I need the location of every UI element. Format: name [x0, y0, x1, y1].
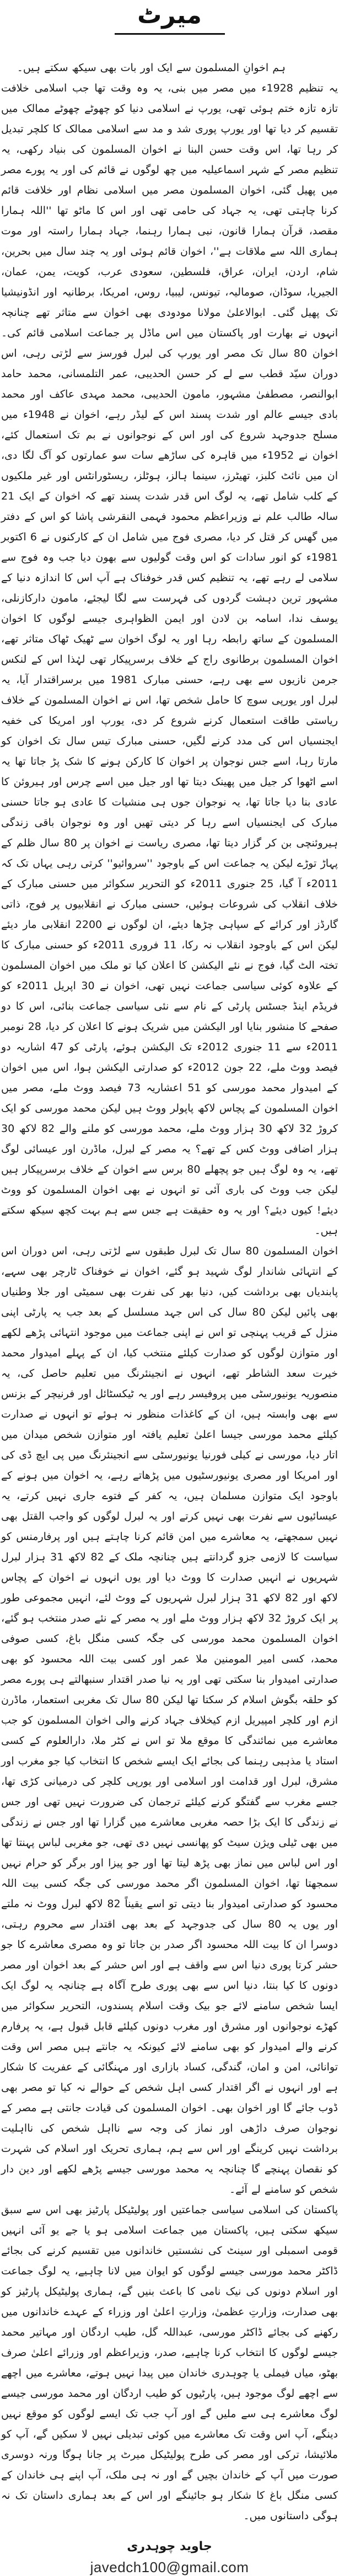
- title-divider: [115, 33, 225, 35]
- paragraph-history: یہ تنظیم 1928ء میں مصر میں بنی، یہ وہ وقت تھا جب اسلامی خلافت تازہ تازہ ختم ہوئی تھی، یورپ نے اسلامی دنیا کو چھوٹے چھوٹے ممالک میں تقسیم کر دیا تھا اور یورپ پوری شد و مد سے اسلامی ممالک کا کلچر تبدیل کر رہا تھا، اس وقت حسن البنا نے اخوان المسلمون کی بنیاد رکھی، یہ تنظیم مصر کے شہر اسماعیلیہ میں چھ لوگوں نے قائم کی اور یہ پورے مصر میں پھیل گئی، اخوان المسلمون مصر میں اسلامی نظام اور خلافت قائم کرنا چاہتی تھی، یہ جہاد کی حامی تھی اور اس کا ماٹو تھا ''اللہ ہمارا مقصد، قرآن ہمارا قانون، نبی ہمارا رہنما، جہاد ہمارا راستہ اور موت ہماری اللہ سے ملاقات ہے''، اخوان قائم ہوئی اور یہ چند سال میں بحرین، شام، اردن، ایران، عراق، فلسطین، سعودی عرب، کویت، یمن، عمان، الجیریا، سوڈان، صومالیہ، تیونس، لیبیا، روس، امریکا، برطانیہ اور انڈونیشیا تک پھیل گئی۔ ابوالاعلیٰ مولانا مودودی بھی اخوان سے متاثر تھے چنانچہ انہوں نے بھارت اور پاکستان میں اس ماڈل پر جماعت اسلامی قائم کی۔ اخوان 80 سال تک مصر اور یورپ کی لبرل فورسز سے لڑتی رہی، اس دوران سیّد قطب سے لے کر حسن الحدیبی، عمر التلمسانی، محمد حامد ابوالنصر، مصطفیٰ مشہور، مامون الحدیبی، محمد مہدی عاکف اور محمد بادی جیسے عالم اور شدت پسند اس کے لیڈر رہے، اخوان نے 1948ء میں مسلح جدوجہد شروع کی اور اس کے نوجوانوں نے بم تک استعمال کئے، اخوان نے 1952ء میں قاہرہ کی ساڑھے سات سو عمارتوں کو آگ لگا دی، ان میں نائٹ کلبز، تھیٹرز، سینما ہالز، ہوٹلز، ریسٹورانٹس اور غیر ملکیوں کے کلب شامل تھے، یہ لوگ اس قدر شدت پسند تھے کہ اخوان کے ایک 21 سالہ طالب علم نے وزیراعظم محمود فہمی النقرشی پاشا کو اس کے دفتر میں گھس کر قتل کر دیا، مصری فوج میں شامل ان کے کارکنوں نے 6 اکتوبر 1981ء کو انور سادات کو اس وقت گولیوں سے بھون دیا جب وہ فوج سے سلامی لے رہے تھے، یہ تنظیم کس قدر خوفناک ہے آپ اس کا اندازہ دنیا کے مشہور ترین دہشت گردوں کی فہرست سے لگا لیجئے، مامون دارکازنلی، یوسف ندا، اسامہ بن لادن اور ایمن الظواہری جیسے لوگوں کا اخوان المسلمون کے ساتھ رابطہ رہا اور یہ لوگ اخوان سے ٹھیک ٹھاک متاثر تھے، اخوان المسلمون برطانوی راج کے خلاف برسرپیکار تھی لہٰذا اس کے لنکس جرمن نازیوں سے بھی رہے، حسنی مبارک 1981 میں برسراقتدار آیا، یہ لبرل اور یورپی سوچ کا حامل شخص تھا، اس نے اخوان المسلمون کے خلاف ریاستی طاقت استعمال کرنے شروع کر دی، یورپ اور امریکا کی خفیہ ایجنسیاں اس کی مدد کرنے لگیں، حسنی مبارک تیس سال تک اخوان کو مارتا رہا، اسے جس نوجوان پر اخوان کا کارکن ہونے کا شک پڑ جاتا تھا یہ اسے اٹھوا کر جیل میں پھینک دیتا تھا اور جیل میں اسے چرس اور ہیروئن کا عادی بنا دیا جاتا تھا، یہ نوجوان جوں ہی منشیات کا عادی ہو جاتا حسنی مبارک کی ایجنسیاں اسے رہا کر دیتی تھیں اور وہ نوجوان باقی زندگی ہیروئنچی بن کر گزار دیتا تھا، مصری ریاست نے اخوان پر 80 سال ظلم کے پہاڑ توڑے لیکن یہ جماعت اس کے باوجود ''سروائیو'' کرتی رہی یہاں تک کہ 2011ء آ گیا، 25 جنوری 2011ء کو التحریر سکوائر میں حسنی مبارک کے خلاف انقلاب کی شروعات ہوئیں، حسنی مبارک نے انقلابیوں پر فوج، ذاتی گارڈز اور کرائے کے سپاہی چڑھا دیئے، ان لوگوں نے 2200 انقلابی مار دیئے لیکن اس کے باوجود انقلاب نہ رکا، 11 فروری 2011ء کو حسنی مبارک کا تختہ الٹ گیا، فوج نے نئے الیکشن کا اعلان کیا تو ملک میں اخوان المسلمون کے علاوہ کوئی سیاسی جماعت نہیں تھی، اخوان نے 30 اپریل 2011ء کو فریڈم اینڈ جسٹس پارٹی کے نام سے نئی سیاسی جماعت بنائی، اس کا دو صفحے کا منشور بنایا اور الیکشن میں شریک ہونے کا اعلان کر دیا، 28 نومبر 2011ء سے 11 جنوری 2012ء تک الیکشن ہوئے، پارٹی کو 47 اشاریہ دو فیصد ووٹ ملے، 22 جون 2012ء کو صدارتی الیکشن ہوا، اس میں اخوان کے امیدوار محمد مورسی کو 51 اعشاریہ 73 فیصد ووٹ ملے، مصر میں اخوان المسلمون کے پچاس لاکھ پاپولر ووٹ ہیں لیکن محمد مورسی کو ایک کروڑ 32 لاکھ 30 ہزار ووٹ ملے، محمد مورسی کو ملنے والے 82 لاکھ 30 ہزار اضافی ووٹ کس کے تھے؟ یہ مصر کے لبرل، ماڈرن اور عیسائی لوگ تھے، یہ وہ لوگ ہیں جو پچھلے 80 برس سے اخوان کے خلاف برسرپیکار ہیں لیکن جب ووٹ کی باری آئی تو انہوں نے بھی اخوان المسلمون کو ووٹ دیئے! کیوں دیئے؟ اور یہ وہ حقیقت ہے جس سے ہم بہت کچھ سیکھ سکتے ہیں۔: [1, 82, 338, 1237]
- author-email: javedch100@gmail.com: [90, 2559, 249, 2575]
- article-header: [0, 0, 339, 35]
- author-name: جاوید چوہدری: [127, 2540, 212, 2553]
- page-title: میرٹ: [137, 1, 202, 29]
- paragraph-analysis: اخوان المسلمون 80 سال تک لبرل طبقوں سے لڑتی رہی، اس دوران اس کے انتہائی شاندار لوگ شہید ہو گئے، اخوان نے خوفناک ٹارچر بھی سہے، پابندیاں بھی برداشت کیں، دنیا بھر کی نفرت بھی سمیٹی اور جلا وطنیاں بھی پائیں لیکن 80 سال کی اس جہد مسلسل کے بعد جب یہ پارٹی اپنی منزل کے قریب پہنچی تو اس نے اپنی جماعت میں موجود انتہائی پڑھے لکھے اور متوازن لوگوں کو صدارت کیلئے منتخب کیا، ان کے پہلے امیدوار محمد خیرت سعد الشاطر تھے، انہوں نے انجینئرنگ میں تعلیم حاصل کی، یہ منصوریہ یونیورسٹی میں پروفیسر رہے اور یہ ٹیکسٹائل اور فرنیچر کے بزنس سے بھی وابستہ ہیں، ان کے کاغذات منظور نہ ہوئے تو انہوں نے صدارت کیلئے محمد مورسی جیسا اعلیٰ تعلیم یافتہ اور متوازن شخص میدان میں اتار دیا، مورسی نے کیلی فورنیا یونیورسٹی سے انجینئرنگ میں پی ایچ ڈی کی اور امریکا اور مصری یونیورسٹیوں میں پڑھاتے رہے، یہ اخوان میں ہونے کے باوجود ایک متوازن مسلمان ہیں، یہ کفر کے فتوے جاری نہیں کرتے، یہ عیسائیوں سے نفرت بھی نہیں کرتے اور یہ لبرل لوگوں کو واجب القتل بھی نہیں سمجھتے، یہ معاشرے میں امن قائم کرنا چاہتے ہیں اور پرفارمنس کو سیاست کا لازمی جزو گردانتے ہیں چنانچہ ملک کے 82 لاکھ 31 ہزار لبرل شہریوں نے انہیں صدارت کا ووٹ دیا اور یوں انہوں نے اخوان کے پچاس لاکھ اور 82 لاکھ 31 ہزار لبرل شہریوں کے ووٹ لئے، انہیں مجموعی طور پر ایک کروڑ 32 لاکھ ہزار ووٹ ملے اور یہ مصر کے نئے صدر منتخب ہو گئے، اخوان المسلمون محمد مورسی کی جگہ کسی منگل باغ، کسی صوفی محمد، کسی امیر المومنین ملا عمر اور کسی بیت اللہ محسود کو بھی صدارتی امیدوار بنا سکتی تھی اور یہ نیا صدر اقتدار سنبھالتے ہی پورے مصر کو حلقہ بگوش اسلام کر سکتا تھا لیکن 80 سال تک مغربی استعمار، ماڈرن ازم اور کلچر امپیریل ازم کیخلاف جہاد کرنے والی اخوان المسلمون کو جب معاشرے میں نمائندگی کا موقع ملا تو اس نے کٹر ملا، دارالعلوم کے کسی استاد یا مذہبی رہنما کی بجائے ایک ایسے شخص کا انتخاب کیا جو مغرب اور مشرق، لبرل اور قدامت اور اسلامی اور یورپی کلچر کی درمیانی کڑی تھا، جسے مغرب سے گفتگو کرنے کیلئے ترجمان کی ضرورت نہیں تھی اور جس نے زندگی کا ایک بڑا حصہ مغربی معاشرے میں گزارا تھا اور جس نے زندگی میں بھی ٹیلی ویژن سیٹ کو پھانسی نہیں دی تھی، جو مغربی لباس پہنتا تھا اور اس لباس میں نماز بھی پڑھ لیتا تھا اور جو پیزا اور برگر کو حرام نہیں سمجھتا تھا، اخوان المسلمون اگر محمد مورسی کی جگہ کسی بیت اللہ محسود کو صدارتی امیدوار بنا دیتی تو اسے یقیناً 82 لاکھ لبرل ووٹ نہ ملتے اور یوں یہ 80 سال کی جدوجہد کے بعد بھی اقتدار سے محروم رہتی، دوسرا ان کا بیت اللہ محسود اگر صدر بن جاتا تو وہ مصری معاشرے کا جو حشر کرتا پوری دنیا اس سے واقف ہے اور اس حشر کے بعد اخوان اور مصر دونوں کا کیا بنتا، دنیا اس سے بھی پوری طرح آگاہ ہے چنانچہ یہ لوگ ایک ایسا شخص سامنے لائے جو بیک وقت اسلام پسندوں، التحریر سکوائر میں کھڑے نوجوانوں اور مشرق اور مغرب دونوں کیلئے قابل قبول ہے، یہ پرفارم کرنے والے امیدوار کو بھی سامنے لائے کیونکہ یہ جانتے ہیں مصر اس وقت توانائی، امن و امان، گندگی، کساد بازاری اور مہنگائی کے عفریت کا شکار ہے اور انہوں نے اگر اقتدار کسی اہل شخص کے حوالے نہ کیا تو مصر بھی ڈوب جائے گا اور اخوان بھی۔ اخوان المسلمون کی قیادت جانتی ہے مصر کے نوجوان صرف داڑھی اور نماز کی وجہ سے نااہل شخص کی نااہلیت برداشت نہیں کرینگے اور اس سے ہم، ہماری تحریک اور اسلام کی شہرت کو نقصان پہنچے گا چنانچہ یہ محمد مورسی جیسے پڑھے لکھے اور دین دار شخص کو سامنے لے آئے۔: [1, 1245, 338, 2196]
- article-body: [0, 58, 339, 2526]
- paragraph-intro: ہم اخوانِ المسلمون سے ایک اور بات بھی سیکھ سکتے ہیں۔: [17, 62, 286, 74]
- paragraph-pakistan-lesson: پاکستان کی اسلامی سیاسی جماعتیں اور پولیٹیکل پارٹیز بھی اس سے سبق سیکھ سکتی ہیں، پاکستان میں جماعت اسلامی ہو یا جے یو آئی انہیں قومی اسمبلی اور سینٹ کی نشستیں خاندانوں میں تقسیم کرنے کی بجائے ڈاکٹر محمد مورسی جیسے لوگوں کو ایوان میں لانا چاہیے، یہ لوگ جماعت اور اسلام دونوں کی نیک نامی کا باعث بنیں گے، ہماری پولیٹیکل پارٹیز کو بھی صدارت، وزارتِ عظمیٰ، وزارتِ اعلیٰ اور وزراء کے عہدے خاندانوں میں رکھنے کی بجائے ڈاکٹر مورسی، عبداللہ گل، طیب اردگان اور مہاتیر محمد جیسے لوگوں کا انتخاب کرنا چاہیے، صدر، وزیراعظم اور وزرائے اعلیٰ صرف بھٹو، میاں فیملی یا چوہدری خاندان میں پیدا نہیں ہوتے، معاشرے میں اچھے سے اچھے لوگ موجود ہیں، پارٹیوں کو طیب اردگان اور محمد مورسی جیسے لوگ معاشرے ہی سے ملیں گے اور آپ جب تک ایسے لوگوں کو موقع نہیں دینگے، آپ اس وقت تک معاشرے میں کوئی تبدیلی نہیں لا سکیں گے، آپ کو ملائیشا، ترکی اور مصر کی طرح پولیٹیکل میرٹ پر جانا ہوگا ورنہ دوسری صورت میں آپ کے خاندان بچیں گے اور نہ ہی ملک، آپ اپنے ہی خاندان کے کسی منگل باغ کا شکار ہو جائینگے اور اس کے بعد ہماری داستان تک نہ ہوگی داستانوں میں۔: [1, 2204, 338, 2522]
- byline-block: [0, 2539, 339, 2576]
